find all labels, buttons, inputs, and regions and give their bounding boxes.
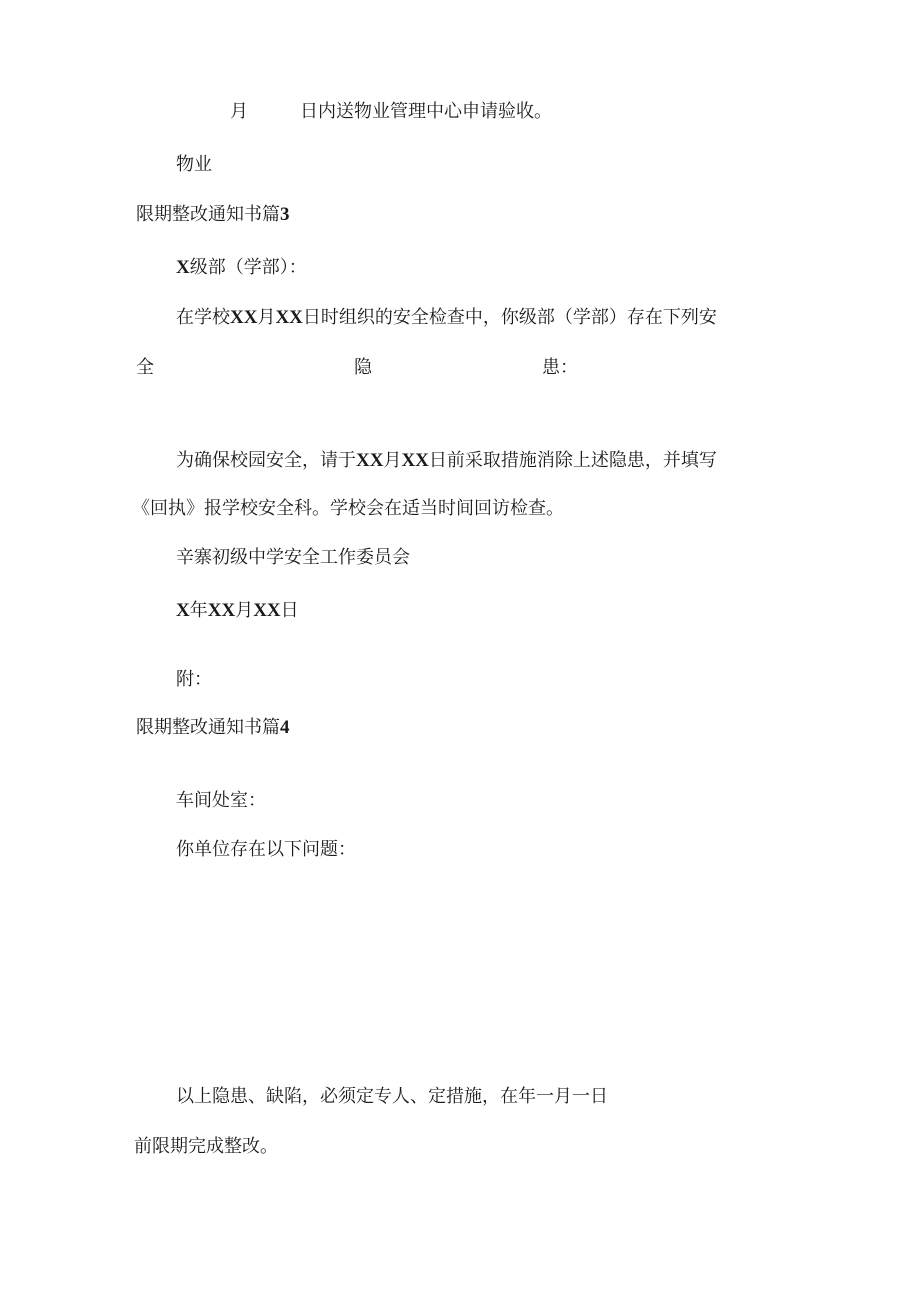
hazard-char-1: 全 [136, 357, 154, 378]
property-label: 物业 [176, 154, 212, 175]
section-3-paragraph-1: 在学校XX月XX日时组织的安全检查中，你级部（学部）存在下列安 [176, 307, 717, 328]
section-3-title: 限期整改通知书篇3 [136, 204, 290, 225]
section-3-addressee: X级部（学部）： [176, 257, 307, 278]
text-line-month-day [230, 100, 552, 124]
section-3-date: X年XX月XX日 [176, 600, 299, 621]
section-4-deadline-line: 以上隐患、缺陷，必须定专人、定措施，在年一月一日 [176, 1086, 608, 1107]
hazard-line [136, 356, 578, 380]
acceptance-text: 日内送物业管理中心申请验收。 [300, 101, 552, 122]
section-4-title: 限期整改通知书篇4 [136, 717, 290, 738]
section-4-deadline-line-2: 前限期完成整改。 [134, 1136, 278, 1157]
attachment-label: 附： [176, 669, 212, 690]
section-4-issue-intro: 你单位存在以下问题： [176, 839, 356, 860]
month-label: 月 [230, 101, 248, 122]
section-3-paragraph-3: 《回执》报学校安全科。学校会在适当时间回访检查。 [132, 498, 564, 519]
section-3-paragraph-2: 为确保校园安全，请于XX月XX日前采取措施消除上述隐患，并填写 [176, 450, 717, 471]
signer: 辛寨初级中学安全工作委员会 [176, 547, 410, 568]
hazard-char-3: 患： [542, 357, 578, 378]
hazard-char-2: 隐 [354, 357, 372, 378]
section-4-addressee: 车间处室： [176, 790, 266, 811]
